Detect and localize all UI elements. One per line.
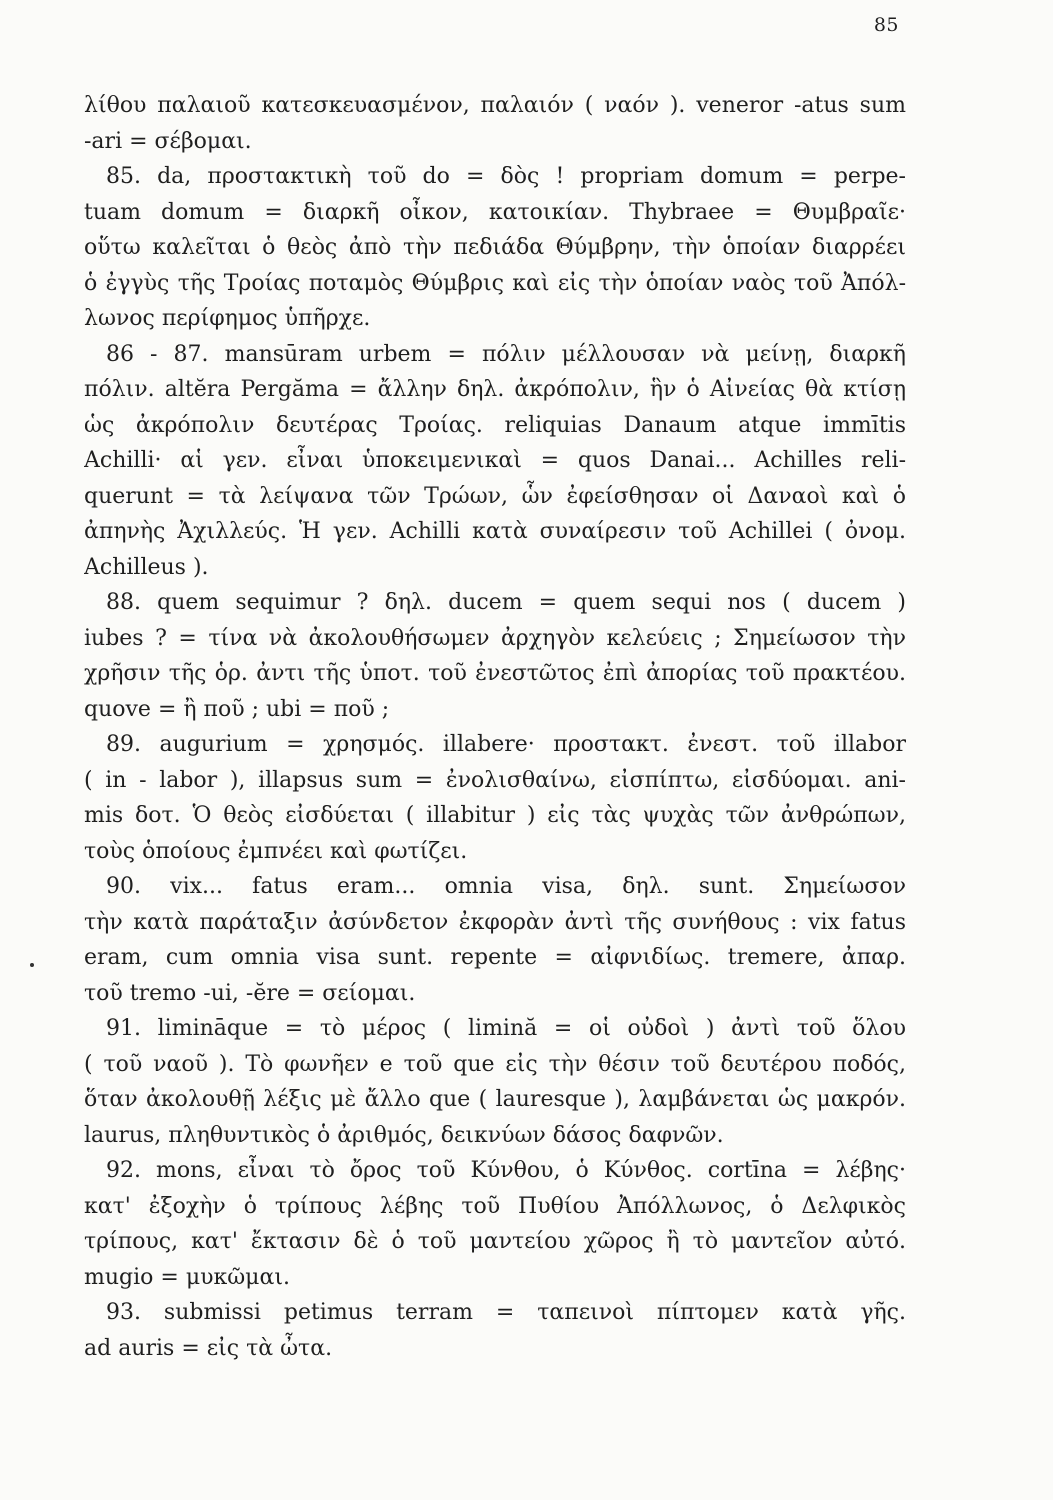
text-line: τοὺς ὁποίους ἐμπνέει καὶ φωτίζει. — [84, 838, 468, 864]
text-line: τὴν κατὰ παράταξιν ἀσύνδετον ἐκφορὰν ἀντὶ τῆς συνήθους : vix fatus — [84, 909, 906, 935]
text-line: eram, cum omnia visa sunt. repente = αἰφνιδίως. tremere, ἀπαρ. — [84, 945, 906, 970]
commentary-text — [84, 88, 906, 1366]
text-line: 90. vix... fatus eram... omnia visa, δηλ. sunt. Σημείωσον — [106, 874, 906, 899]
text-line: quove = ἢ ποῦ ; ubi = ποῦ ; — [84, 696, 390, 722]
text-line: -ari = σέβομαι. — [84, 128, 252, 154]
text-line: ἀπηνὴς Ἀχιλλεύς. Ἡ γεν. Achilli κατὰ συναίρεσιν τοῦ Achillei ( ὀνομ. — [84, 519, 906, 544]
text-line: querunt = τὰ λείψανα τῶν Τρώων, ὧν ἐφείσθησαν οἱ Δαναοὶ καὶ ὁ — [84, 483, 906, 509]
text-line: 89. augurium = χρησμός. illabere· προστακτ. ἐνεστ. τοῦ illabor — [106, 732, 906, 757]
text-line: λίθου παλαιοῦ κατεσκευασμένον, παλαιόν ( ναόν ). veneror -atus sum — [84, 93, 906, 118]
text-line: 86 - 87. mansūram urbem = πόλιν μέλλουσαν νὰ μείνῃ, διαρκῆ — [106, 341, 906, 367]
text-line: ὁ ἐγγὺς τῆς Τροίας ποταμὸς Θύμβρις καὶ εἰς τὴν ὁποίαν ναὸς τοῦ Ἀπόλ- — [84, 270, 906, 296]
text-line: 85. da, προστακτικὴ τοῦ do = δὸς ! propriam domum = perpe- — [106, 164, 906, 189]
text-line: tuam domum = διαρκῆ οἶκον, κατοικίαν. Thybraee = Θυμβραῖε· — [84, 199, 906, 225]
text-line: 88. quem sequimur ? δηλ. ducem = quem sequi nos ( ducem ) — [106, 590, 906, 615]
text-line: laurus, πληθυντικὸς ὁ ἀριθμός, δεικνύων δάσος δαφνῶν. — [84, 1122, 724, 1148]
text-line: τοῦ tremo -ui, -ĕre = σείομαι. — [84, 980, 416, 1006]
text-line: ( in - labor ), illapsus sum = ἐνολισθαίνω, εἰσπίπτω, εἰσδύομαι. ani- — [84, 767, 906, 793]
text-line: mis δοτ. Ὁ θεὸς εἰσδύεται ( illabitur ) εἰς τὰς ψυχὰς τῶν ἀνθρώπων, — [84, 803, 906, 828]
text-line: κατ' ἐξοχὴν ὁ τρίπους λέβης τοῦ Πυθίου Ἀπόλλωνος, ὁ Δελφικὸς — [84, 1193, 906, 1219]
text-line: ὅταν ἀκολουθῇ λέξις μὲ ἄλλο que ( lauresque ), λαμβάνεται ὡς μακρόν. — [84, 1087, 906, 1112]
text-line: λωνος περίφημος ὑπῆρχε. — [84, 306, 371, 331]
text-line: 91. limināque = τὸ μέρος ( limină = οἱ οὐδοὶ ) ἀντὶ τοῦ ὅλου — [106, 1016, 906, 1041]
text-line: Achilleus ). — [84, 554, 209, 580]
text-line: χρῆσιν τῆς ὁρ. ἀντι τῆς ὑποτ. τοῦ ἐνεστῶτος ἐπὶ ἀπορίας τοῦ πρακτέου. — [84, 661, 906, 686]
text-line: τρίπους, κατ' ἔκτασιν δὲ ὁ τοῦ μαντείου χῶρος ἢ τὸ μαντεῖον αὐτό. — [84, 1229, 906, 1254]
text-line: ad auris = εἰς τὰ ὦτα. — [84, 1335, 333, 1361]
text-line: οὕτω καλεῖται ὁ θεὸς ἀπὸ τὴν πεδιάδα Θύμβρην, τὴν ὁποίαν διαρρέει — [84, 235, 906, 260]
margin-mark — [30, 963, 34, 967]
text-line: iubes ? = τίνα νὰ ἀκολουθήσωμεν ἀρχηγὸν κελεύεις ; Σημείωσον τὴν — [84, 625, 906, 651]
text-line: mugio = μυκῶμαι. — [84, 1264, 290, 1290]
text-line: ὡς ἀκρόπολιν δευτέρας Τροίας. reliquias Danaum atque immītis — [84, 412, 906, 438]
text-line: 92. mons, εἶναι τὸ ὄρος τοῦ Κύνθου, ὁ Κύνθος. cortīna = λέβης· — [106, 1158, 906, 1183]
text-line: 93. submissi petimus terram = ταπεινοὶ πίπτομεν κατὰ γῆς. — [106, 1300, 906, 1325]
text-line: πόλιν. altĕra Pergăma = ἄλλην δηλ. ἀκρόπολιν, ἣν ὁ Αἰνείας θὰ κτίσῃ — [84, 377, 906, 402]
page-number: 85 — [873, 14, 899, 36]
text-line: Achilli· αἱ γεν. εἶναι ὑποκειμενικαὶ = quos Danai... Achilles reli- — [84, 448, 906, 473]
text-line: ( τοῦ ναοῦ ). Τὸ φωνῆεν e τοῦ que εἰς τὴν θέσιν τοῦ δευτέρου ποδός, — [84, 1051, 906, 1077]
